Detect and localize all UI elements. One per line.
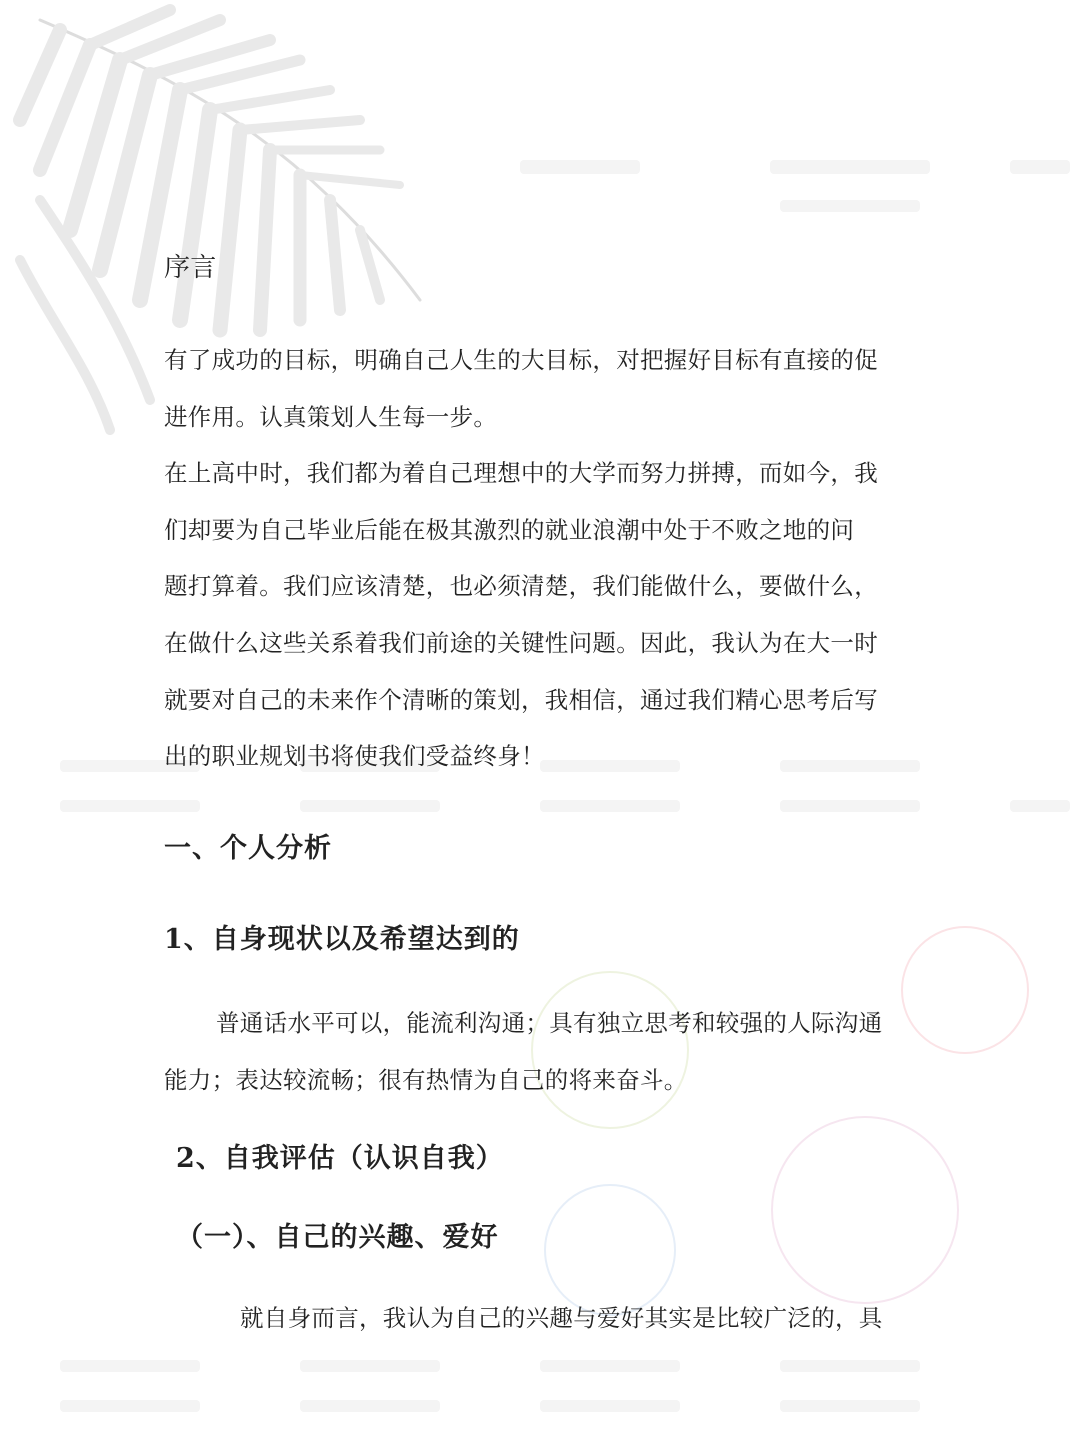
paragraph-line: 就自身而言，我认为自己的兴趣与爱好其实是比较广泛的，具 (240, 1304, 883, 1332)
subsection-title-current-status: 1、自身现状以及希望达到的 (164, 924, 520, 955)
subsection-title-interests: （一）、自己的兴趣、爱好 (176, 1222, 499, 1253)
preface-line-8: 出的职业规划书将使我们受益终身！ (164, 742, 545, 770)
section-title-personal-analysis: 一、个人分析 (164, 833, 332, 864)
preface-line-5: 题打算着。我们应该清楚，也必须清楚，我们能做什么，要做什么， (164, 572, 878, 600)
preface-line-4: 们却要为自己毕业后能在极其激烈的就业浪潮中处于不败之地的问 (164, 516, 855, 544)
preface-title: 序言 (164, 253, 217, 283)
paragraph-line: 能力；表达较流畅；很有热情为自己的将来奋斗。 (164, 1066, 688, 1094)
preface-line-3: 在上高中时，我们都为着自己理想中的大学而努力拼搏，而如今，我 (164, 459, 878, 487)
preface-line-2: 进作用。认真策划人生每一步。 (164, 403, 498, 431)
preface-line-6: 在做什么这些关系着我们前途的关键性问题。因此，我认为在大一时 (164, 629, 878, 657)
preface-line-1: 有了成功的目标，明确自己人生的大目标，对把握好目标有直接的促 (164, 346, 878, 374)
preface-line-7: 就要对自己的未来作个清晰的策划，我相信，通过我们精心思考后写 (164, 686, 878, 714)
paragraph-line: 普通话水平可以，能流利沟通；具有独立思考和较强的人际沟通 (216, 1009, 883, 1037)
subsection-title-self-assessment: 2、自我评估（认识自我） (176, 1143, 504, 1174)
